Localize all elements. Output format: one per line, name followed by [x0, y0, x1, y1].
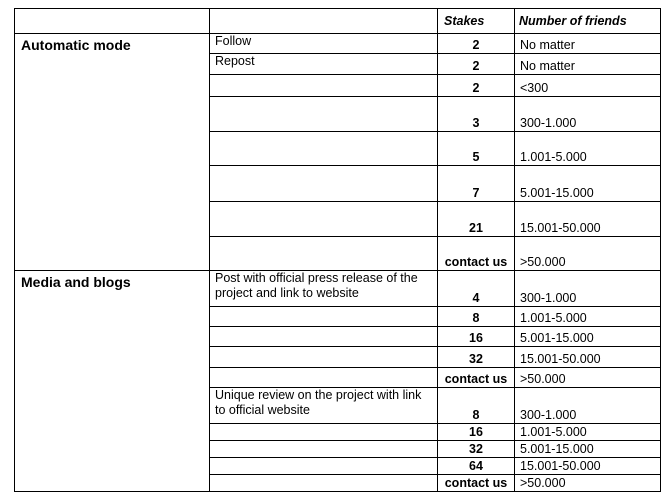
- row-desc: [210, 368, 438, 388]
- row-friends: 1.001-5.000: [515, 132, 661, 166]
- row-stakes: 2: [438, 54, 515, 75]
- row-stakes: 2: [438, 75, 515, 97]
- row-stakes: 32: [438, 441, 515, 458]
- row-desc: [210, 237, 438, 271]
- row-desc: Repost: [210, 54, 438, 75]
- row-stakes: 5: [438, 132, 515, 166]
- row-friends: 5.001-15.000: [515, 327, 661, 347]
- row-desc: [210, 458, 438, 475]
- row-stakes: 21: [438, 202, 515, 237]
- row-desc: [210, 424, 438, 441]
- row-friends: 300-1.000: [515, 271, 661, 307]
- header-empty-1: [15, 9, 210, 34]
- row-friends: >50.000: [515, 475, 661, 492]
- row-desc: [210, 166, 438, 202]
- row-stakes: 64: [438, 458, 515, 475]
- row-friends: 300-1.000: [515, 97, 661, 132]
- row-desc: [210, 307, 438, 327]
- row-desc: Unique review on the project with link to official website: [210, 388, 438, 424]
- pricing-table: [14, 8, 661, 492]
- row-friends: 15.001-50.000: [515, 458, 661, 475]
- row-friends: No matter: [515, 54, 661, 75]
- section-media-and-blogs: Media and blogs: [15, 271, 210, 492]
- row-friends: 15.001-50.000: [515, 202, 661, 237]
- row-friends: 15.001-50.000: [515, 347, 661, 368]
- row-desc: [210, 441, 438, 458]
- row-stakes: 8: [438, 307, 515, 327]
- row-stakes: 2: [438, 34, 515, 54]
- row-friends: 1.001-5.000: [515, 424, 661, 441]
- row-desc: Follow: [210, 34, 438, 54]
- table-row: [15, 34, 661, 54]
- row-friends: >50.000: [515, 368, 661, 388]
- table-row: [15, 271, 661, 307]
- row-friends: No matter: [515, 34, 661, 54]
- row-stakes: contact us: [438, 368, 515, 388]
- row-friends: 5.001-15.000: [515, 166, 661, 202]
- row-desc: [210, 132, 438, 166]
- row-desc: [210, 327, 438, 347]
- row-stakes: 32: [438, 347, 515, 368]
- row-desc: [210, 347, 438, 368]
- row-desc: [210, 75, 438, 97]
- row-friends: <300: [515, 75, 661, 97]
- header-stakes: Stakes: [438, 9, 515, 34]
- header-row: [15, 9, 661, 34]
- header-empty-2: [210, 9, 438, 34]
- row-stakes: 16: [438, 424, 515, 441]
- row-stakes: 4: [438, 271, 515, 307]
- row-desc: [210, 202, 438, 237]
- row-desc: [210, 475, 438, 492]
- header-friends: Number of friends: [515, 9, 661, 34]
- row-friends: 5.001-15.000: [515, 441, 661, 458]
- row-friends: >50.000: [515, 237, 661, 271]
- row-stakes: 16: [438, 327, 515, 347]
- row-desc: [210, 97, 438, 132]
- row-stakes: contact us: [438, 475, 515, 492]
- row-friends: 300-1.000: [515, 388, 661, 424]
- row-stakes: contact us: [438, 237, 515, 271]
- section-automatic-mode: Automatic mode: [15, 34, 210, 271]
- row-stakes: 3: [438, 97, 515, 132]
- row-desc: Post with official press release of the project and link to website: [210, 271, 438, 307]
- row-friends: 1.001-5.000: [515, 307, 661, 327]
- row-stakes: 7: [438, 166, 515, 202]
- row-stakes: 8: [438, 388, 515, 424]
